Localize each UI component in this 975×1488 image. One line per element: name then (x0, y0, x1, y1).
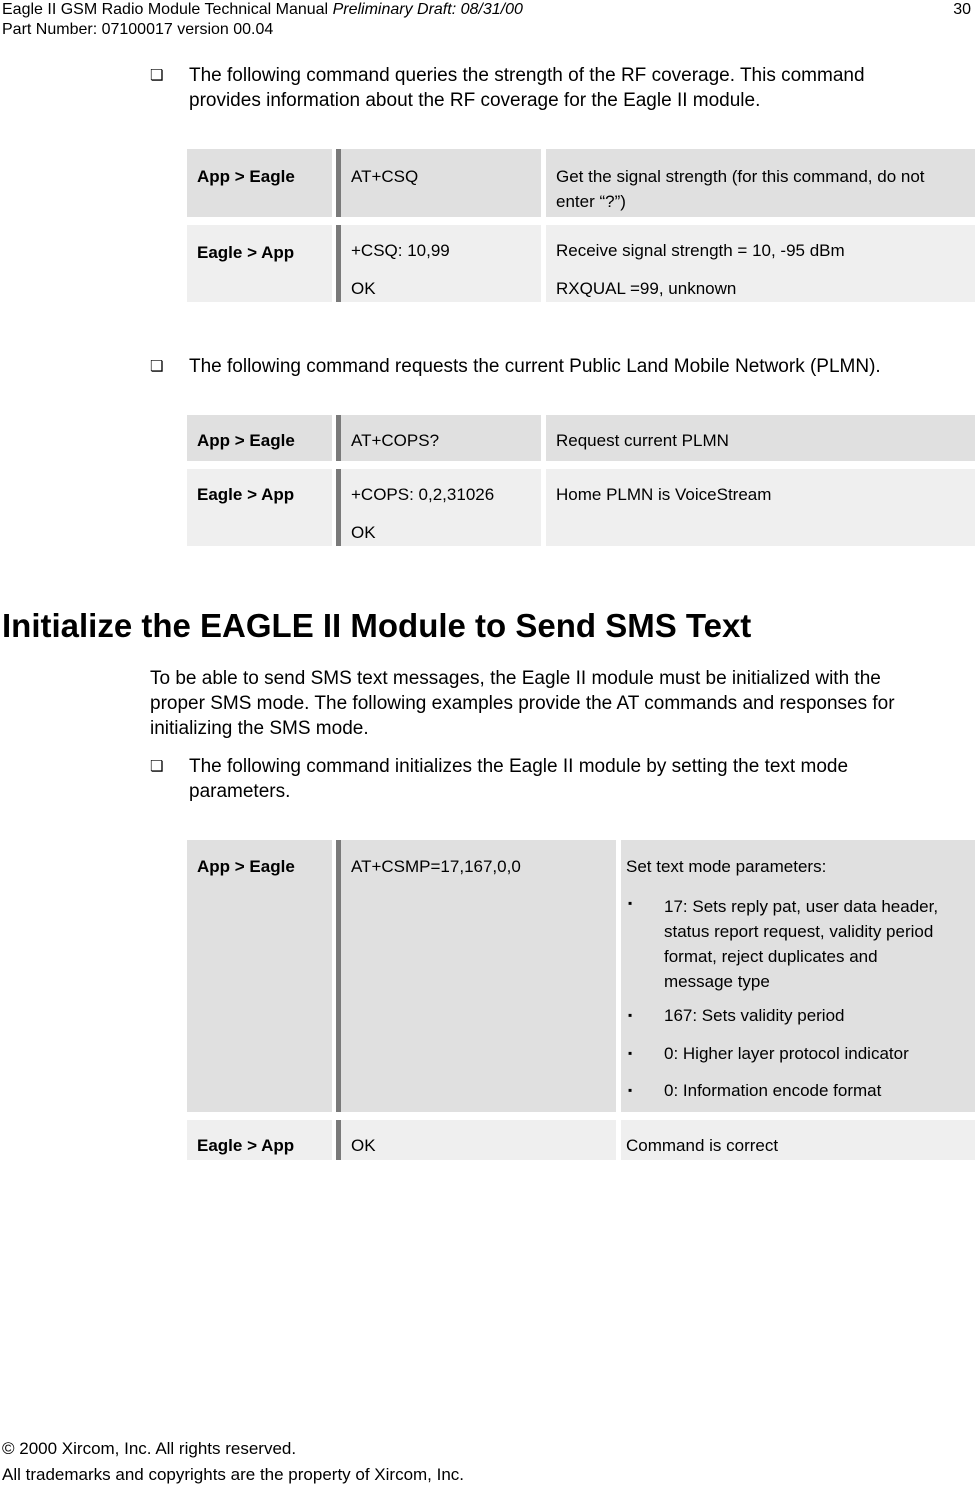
list-item-line: status report request, validity period (664, 922, 934, 941)
response-line: +CSQ: 10,99 (351, 241, 450, 260)
paragraph-line: To be able to send SMS text messages, the Eagle II module must be initialized with the (150, 668, 881, 689)
description-line: RXQUAL =99, unknown (556, 279, 737, 298)
table-cell-direction: Eagle > App (187, 1120, 332, 1160)
command-text: AT+COPS? (351, 431, 440, 450)
table-cell-description (546, 149, 975, 217)
description-line: Get the signal strength (for this command, do not (556, 167, 925, 186)
table-cell-response (341, 225, 541, 302)
table-cell-description (546, 415, 975, 461)
square-bullet-icon: ▪ (628, 1083, 633, 1097)
running-header (2, 0, 523, 40)
description-line: Home PLMN is VoiceStream (556, 485, 772, 504)
checkbox-bullet-icon: ❏ (150, 67, 164, 84)
list-item: 0: Information encode format (664, 1081, 882, 1100)
command-text: AT+CSQ (351, 167, 419, 186)
table-cell-direction: App > Eagle (187, 149, 332, 217)
draft-label: Preliminary Draft: 08/31/00 (332, 1, 523, 18)
table-cell-direction: Eagle > App (187, 469, 332, 546)
list-item-line: 17: Sets reply pat, user data header, (664, 897, 939, 916)
response-line: OK (351, 523, 376, 542)
list-item-line: format, reject duplicates and (664, 947, 878, 966)
response-line: OK (351, 1136, 376, 1155)
table-cell-description (546, 225, 975, 302)
bullet-line: The following command queries the strength of the RF coverage. This command (189, 65, 865, 86)
trademark-notice: All trademarks and copyrights are the property of Xircom, Inc. (2, 1465, 465, 1484)
square-bullet-icon: ▪ (628, 896, 633, 910)
page-number: 30 (953, 1, 971, 18)
bullet-line: The following command initializes the Eagle II module by setting the text mode (189, 756, 849, 777)
command-text: AT+CSMP=17,167,0,0 (351, 857, 521, 876)
table-cell-command (341, 149, 541, 217)
description-line: Request current PLMN (556, 431, 729, 450)
table-cell-command (341, 840, 616, 1112)
response-line: OK (351, 279, 376, 298)
part-number: Part Number: 07100017 version 00.04 (2, 21, 274, 38)
bullet-line: The following command requests the current Public Land Mobile Network (PLMN). (189, 356, 881, 377)
table-cell-response (341, 1120, 616, 1160)
table-cell-response (341, 469, 541, 546)
table-cell-description (621, 840, 975, 1112)
checkbox-bullet-icon: ❏ (150, 758, 164, 775)
table-cell-command (341, 415, 541, 461)
list-item: 167: Sets validity period (664, 1006, 845, 1025)
square-bullet-icon: ▪ (628, 1008, 633, 1022)
intro-paragraph (150, 666, 895, 741)
bullet-line: parameters. (189, 781, 291, 802)
header-title-line (2, 0, 523, 20)
page-footer (2, 1436, 464, 1488)
section-heading: Initialize the EAGLE II Module to Send SMS Text (2, 607, 752, 644)
manual-title: Eagle II GSM Radio Module Technical Manual (2, 1, 329, 18)
bullet-line: provides information about the RF coverage for the Eagle II module. (189, 90, 761, 111)
description-line: Set text mode parameters: (626, 857, 827, 876)
square-bullet-icon: ▪ (628, 1046, 633, 1060)
table-cell-description (546, 469, 975, 546)
table-cell-direction: Eagle > App (187, 225, 332, 302)
description-line: Receive signal strength = 10, -95 dBm (556, 241, 845, 260)
list-item (664, 894, 938, 994)
list-item-line: message type (664, 972, 770, 991)
paragraph-line: proper SMS mode. The following examples provide the AT commands and responses for (150, 693, 895, 714)
table-cell-direction: App > Eagle (187, 840, 332, 1112)
paragraph-line: initializing the SMS mode. (150, 718, 369, 739)
checkbox-bullet-icon: ❏ (150, 358, 164, 375)
response-line: +COPS: 0,2,31026 (351, 485, 495, 504)
description-line: enter “?”) (556, 192, 626, 211)
table-cell-description (621, 1120, 975, 1160)
description-line: Command is correct (626, 1136, 779, 1155)
table-cell-direction: App > Eagle (187, 415, 332, 461)
copyright-notice: © 2000 Xircom, Inc. All rights reserved. (2, 1439, 297, 1458)
list-item: 0: Higher layer protocol indicator (664, 1044, 909, 1063)
